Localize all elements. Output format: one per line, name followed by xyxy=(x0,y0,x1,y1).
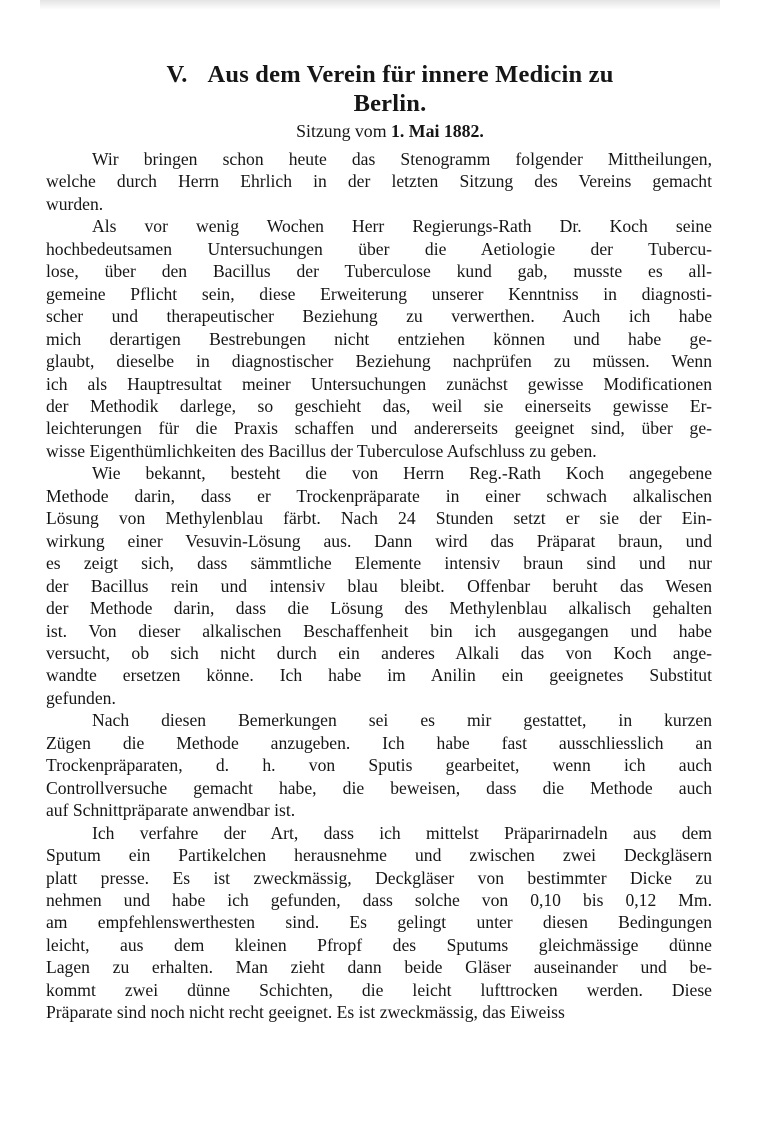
text-line: am empfehlenswerthesten sind. Es gelingt unter diesen Bedingungen xyxy=(46,912,712,933)
paragraph xyxy=(46,148,712,215)
text-line: welche durch Herrn Ehrlich in der letzten Sitzung des Vereins gemacht xyxy=(46,171,712,192)
text-line: wurden. xyxy=(46,193,104,214)
text-line: versucht, ob sich nicht durch ein anderes Alkali das von Koch ange- xyxy=(46,642,712,663)
paragraph xyxy=(46,709,712,821)
text-line: Wir bringen schon heute das Stenogramm folgender Mittheilungen, xyxy=(92,149,712,169)
section-number: V. xyxy=(166,61,188,88)
text-line: Sputum ein Partikelchen herausnehme und zwischen zwei Deckgläsern xyxy=(46,845,712,866)
text-line: nehmen und habe ich gefunden, dass solche von 0,10 bis 0,12 Mm. xyxy=(46,889,712,910)
text-line: ich als Hauptresultat meiner Untersuchungen zunächst gewisse Modificationen xyxy=(46,373,712,394)
session-date: 1. Mai 1882. xyxy=(391,121,484,141)
text-line: Trockenpräparaten, d. h. von Sputis gearbeitet, wenn ich auch xyxy=(46,755,712,776)
text-line: der Bacillus rein und intensiv blau bleibt. Offenbar beruht das Wesen xyxy=(46,575,712,596)
text-line: Lagen zu erhalten. Man zieht dann beide Gläser auseinander und be- xyxy=(46,957,712,978)
heading-line-1 xyxy=(70,60,710,89)
text-line: Nach diesen Bemerkungen sei es mir gestattet, in kurzen xyxy=(92,710,712,731)
text-line: hochbedeutsamen Untersuchungen über die Aetiologie der Tubercu- xyxy=(46,238,712,259)
paragraph xyxy=(46,215,712,462)
article-body xyxy=(46,148,712,1024)
paragraph xyxy=(46,462,712,709)
text-line: Lösung von Methylenblau färbt. Nach 24 Stunden setzt er sie der Ein- xyxy=(46,508,712,529)
text-line: glaubt, dieselbe in diagnostischer Beziehung nachprüfen zu müssen. Wenn xyxy=(46,351,712,372)
text-line: scher und therapeutischer Beziehung zu verwerthen. Auch ich habe xyxy=(46,306,712,327)
text-line: gefunden. xyxy=(46,687,116,708)
text-line: es zeigt sich, dass sämmtliche Elemente intensiv braun sind und nur xyxy=(46,553,712,574)
page-edge-shadow xyxy=(40,0,720,10)
paragraph xyxy=(46,822,712,1024)
heading-title-line-2: Berlin. xyxy=(353,90,427,117)
text-line: kommt zwei dünne Schichten, die leicht lufttrocken werden. Diese xyxy=(46,979,712,1000)
text-line: lose, über den Bacillus der Tuberculose kund gab, musste es all- xyxy=(46,261,712,282)
text-line: Methode darin, dass er Trockenpräparate in einer schwach alkalischen xyxy=(46,485,712,506)
text-line: Ich verfahre der Art, dass ich mittelst Präparirnadeln aus dem xyxy=(92,822,712,843)
text-line: Zügen die Methode anzugeben. Ich habe fast ausschliesslich an xyxy=(46,732,712,753)
session-line xyxy=(70,120,710,142)
text-line: Wie bekannt, besteht die von Herrn Reg.-Rath Koch angegebene xyxy=(92,463,712,484)
text-line: der Methode darin, dass die Lösung des Methylenblau alkalisch gehalten xyxy=(46,598,712,619)
text-line: Als vor wenig Wochen Herr Regierungs-Rath Dr. Koch seine xyxy=(92,216,712,237)
text-line: wirkung einer Vesuvin-Lösung aus. Dann wird das Präparat braun, und xyxy=(46,530,712,551)
article-heading xyxy=(70,60,710,118)
text-line: wisse Eigenthümlichkeiten des Bacillus der Tuberculose Aufschluss zu geben. xyxy=(46,440,597,461)
text-line: leichterungen für die Praxis schaffen und andererseits geeignet sind, über ge- xyxy=(46,418,712,439)
text-line: mich derartigen Bestrebungen nicht entziehen können und habe ge- xyxy=(46,328,712,349)
text-line: wandte ersetzen könne. Ich habe im Anilin ein geeignetes Substitut xyxy=(46,665,712,686)
text-line: gemeine Pflicht sein, diese Erweiterung unserer Kenntniss in diagnosti- xyxy=(46,283,712,304)
text-line: platt presse. Es ist zweckmässig, Deckgläser von bestimmter Dicke zu xyxy=(46,867,712,888)
text-line: der Methodik darlege, so geschieht das, weil sie einerseits gewisse Er- xyxy=(46,395,712,416)
text-line: Präparate sind noch nicht recht geeignet. Es ist zweckmässig, das Eiweiss xyxy=(46,1002,565,1023)
text-line: auf Schnittpräparate anwendbar ist. xyxy=(46,800,296,821)
session-prefix: Sitzung vom xyxy=(296,121,387,141)
text-line: leicht, aus dem kleinen Pfropf des Sputums gleichmässige dünne xyxy=(46,934,712,955)
text-line: Controllversuche gemacht habe, die beweisen, dass die Methode auch xyxy=(46,777,712,798)
heading-title-line-1: Aus dem Verein für innere Medicin zu xyxy=(207,61,614,88)
text-line: ist. Von dieser alkalischen Beschaffenheit bin ich ausgegangen und habe xyxy=(46,620,712,641)
